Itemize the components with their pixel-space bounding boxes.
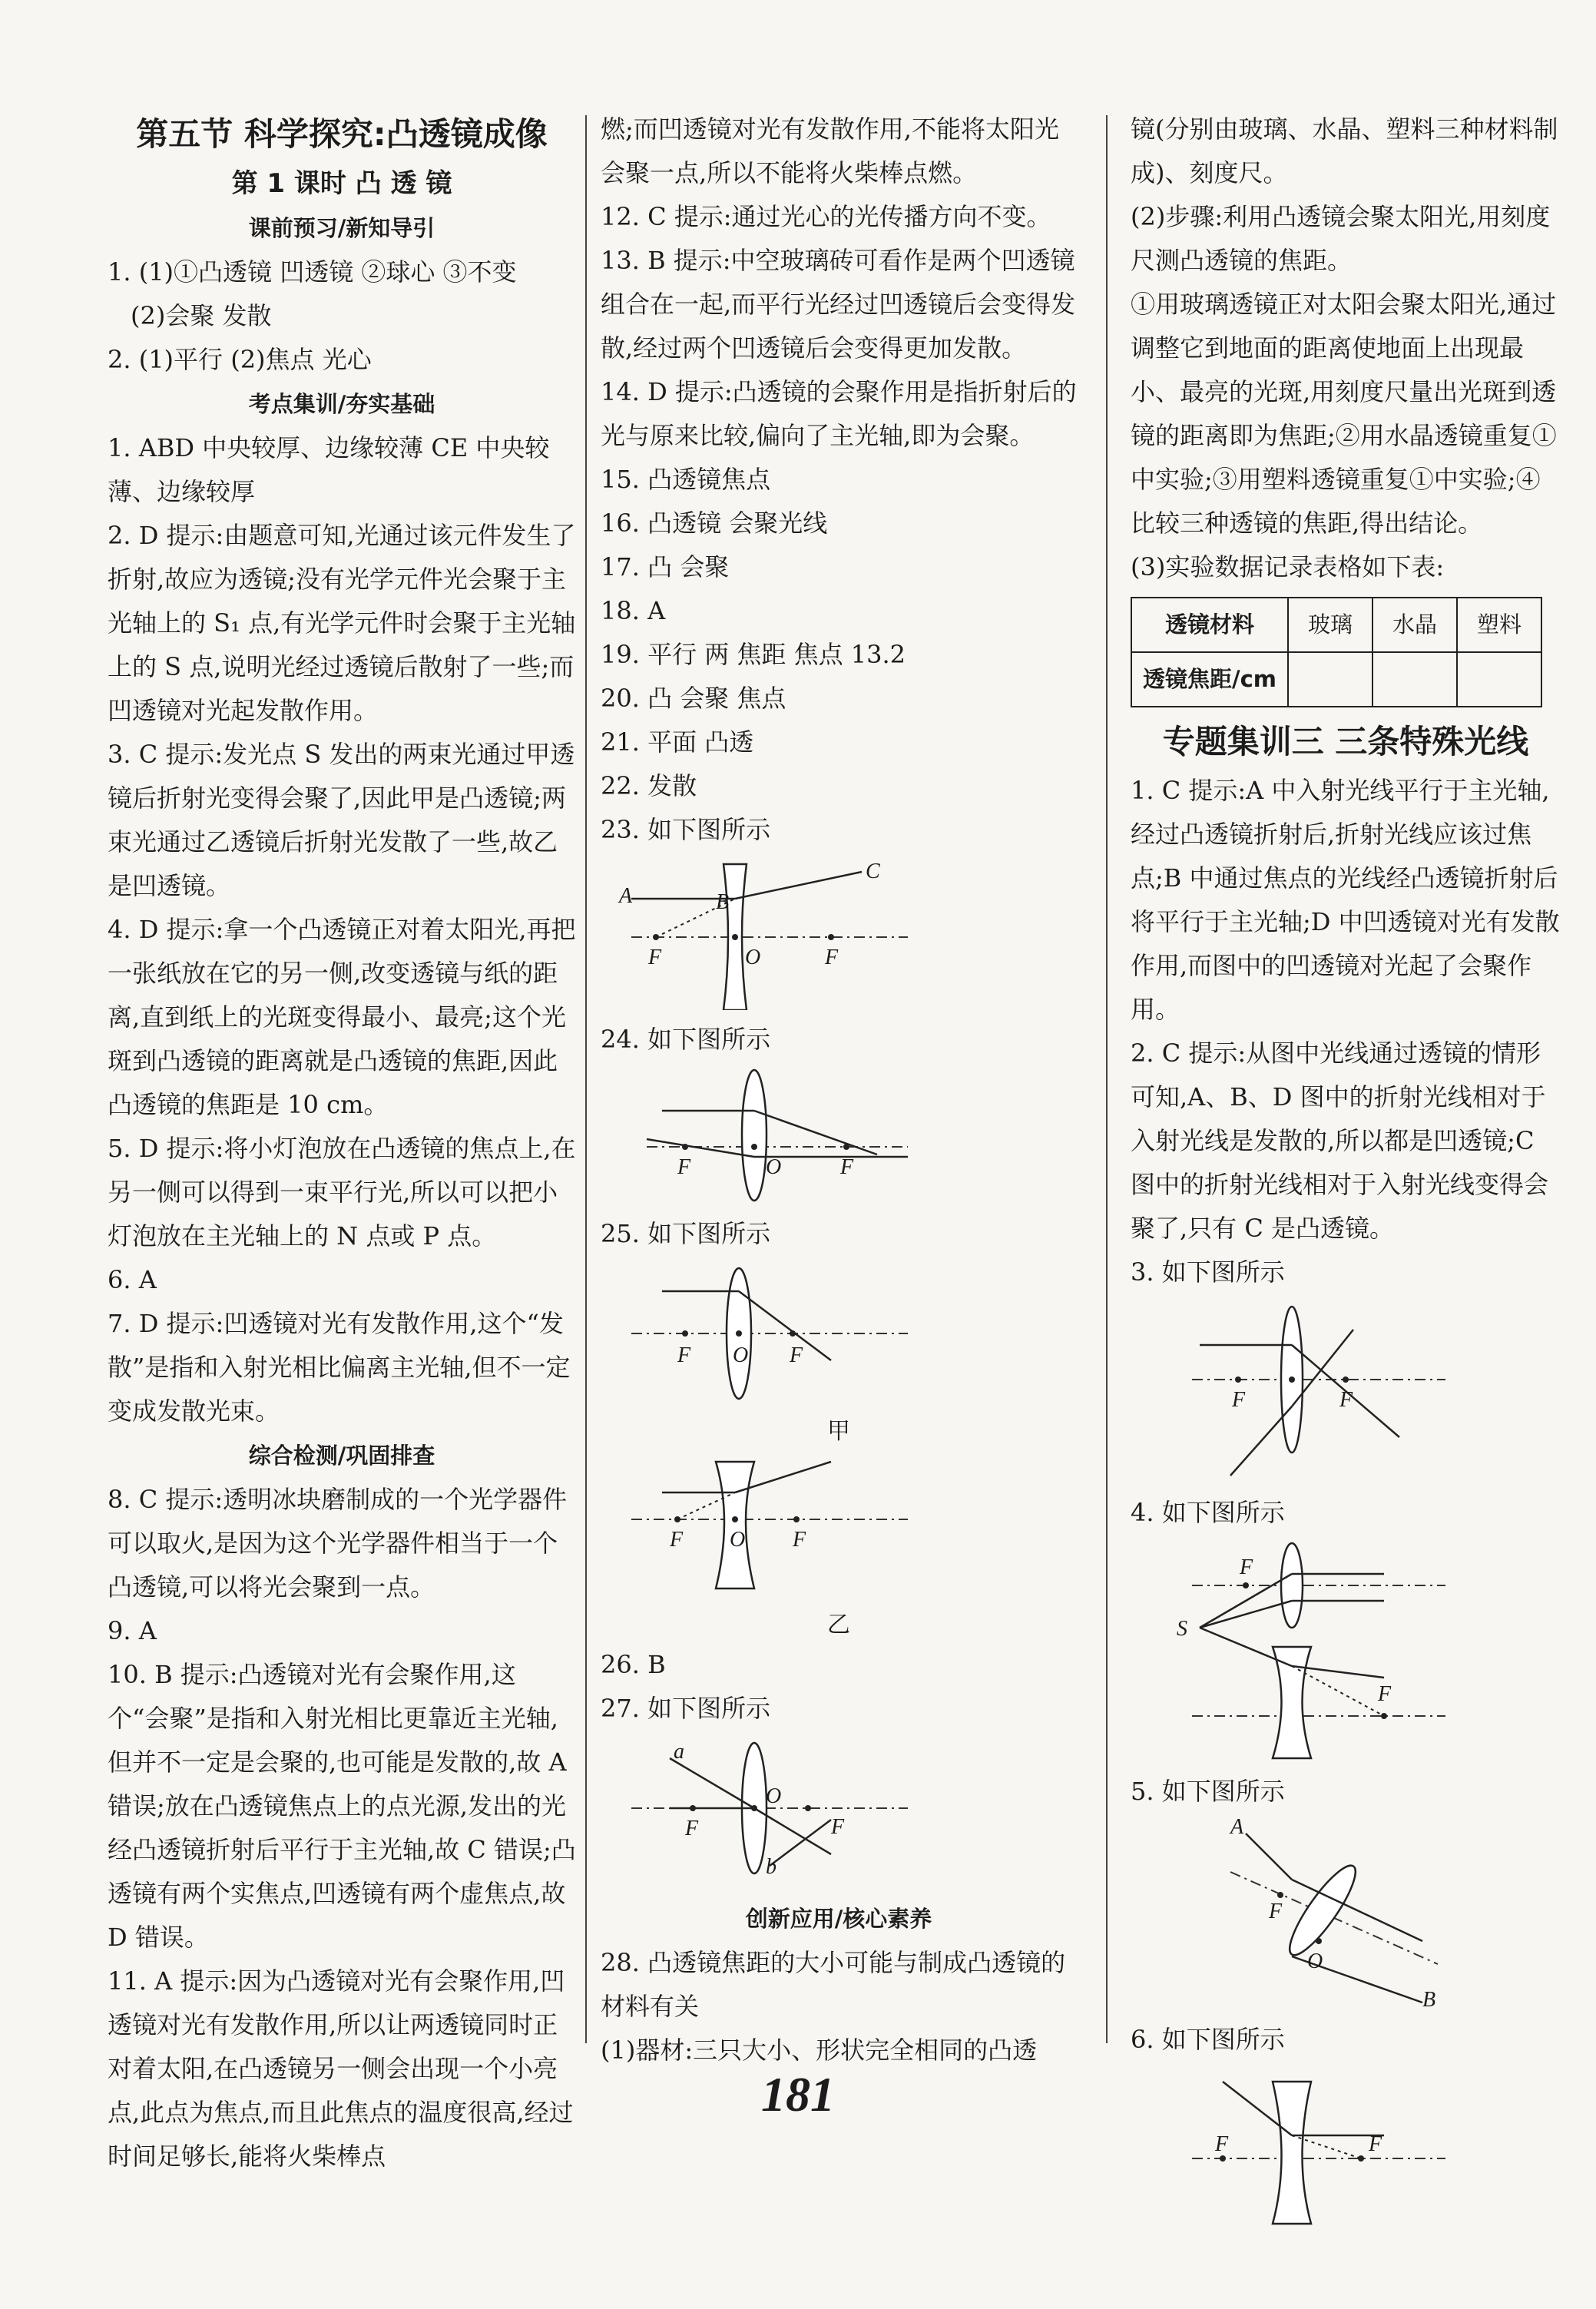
answer-1b: (2)会聚 发散 xyxy=(131,301,272,330)
column-divider-1 xyxy=(585,115,587,2043)
table-cell xyxy=(1457,652,1541,707)
label-F2: F xyxy=(1339,1388,1353,1412)
topic-answer-2: 2. C 提示:从图中光线通过透镜的情形可知,A、B、D 图中的折射光线相对于入射光线是发散的,所以都是凹透镜;C 图中的折射光线相对于入射光线变得会聚了,只有 C 是凸透镜。 xyxy=(1131,1039,1549,1243)
subsection-review: 综合检测/巩固排查 xyxy=(248,1443,435,1469)
answer-11-cont: 燃;而凹透镜对光有发散作用,不能将太阳光会聚一点,所以不能将火柴棒点燃。 xyxy=(601,114,1059,187)
label-A: A xyxy=(1230,1818,1244,1839)
label-O: O xyxy=(730,1528,746,1552)
answer-3: 3. C 提示:发光点 S 发出的两束光通过甲透镜后折射光变得会聚了,因此甲是凸透镜;两束光通过乙透镜后折射光发散了一些,故乙是凹透镜。 xyxy=(108,740,575,900)
label-F2: F xyxy=(790,1343,803,1367)
section-title: 第五节 科学探究:凸透镜成像 xyxy=(136,115,548,153)
answer-16: 16. 凸透镜 会聚光线 xyxy=(601,509,828,538)
answer-9: 9. A xyxy=(108,1616,157,1645)
special-topic-title: 专题集训三 三条特殊光线 xyxy=(1162,723,1529,760)
answer-26: 26. B xyxy=(601,1650,666,1679)
table-cell: 透镜材料 xyxy=(1131,598,1288,652)
answer-21: 21. 平面 凸透 xyxy=(601,727,754,757)
answer-28-step: (2)步骤:利用凸透镜会聚太阳光,用刻度尺测凸透镜的焦距。 xyxy=(1131,202,1551,275)
answer-28-table-intro: (3)实验数据记录表格如下表: xyxy=(1131,552,1445,581)
answer-28-cont: 镜(分别由玻璃、水晶、塑料三种材料制成)、刻度尺。 xyxy=(1131,114,1558,187)
table-cell: 玻璃 xyxy=(1288,598,1372,652)
answer-24: 24. 如下图所示 xyxy=(601,1025,771,1054)
table-cell: 水晶 xyxy=(1372,598,1457,652)
table-cell: 塑料 xyxy=(1457,598,1541,652)
diagram-25-jia xyxy=(601,1261,923,1406)
label-B: B xyxy=(1422,1988,1436,2010)
subsection-basics: 考点集训/夯实基础 xyxy=(248,391,435,417)
column-2 xyxy=(601,108,1077,2072)
lesson-title: 第 1 课时 凸 透 镜 xyxy=(231,168,452,199)
column-divider-2 xyxy=(1106,115,1108,2043)
label-F1: F xyxy=(670,1528,684,1552)
column-3 xyxy=(1131,108,1561,2235)
label-b: b xyxy=(766,1855,776,1879)
diagram-27 xyxy=(601,1735,923,1889)
answer-27: 27. 如下图所示 xyxy=(601,1694,771,1723)
caption-yi: 乙 xyxy=(827,1612,850,1638)
answer-4: 4. D 提示:拿一个凸透镜正对着太阳光,再把一张纸放在它的另一侧,改变透镜与纸的距离,直到纸上的光斑变得最小、最亮;这个光斑到凸透镜的距离就是凸透镜的焦距,因此凸透镜的焦距是 10 cm。 xyxy=(108,915,576,1119)
label-F1: F xyxy=(1232,1388,1246,1412)
answer-10: 10. B 提示:凸透镜对光有会聚作用,这个“会聚”是指和入射光相比更靠近主光轴,但并不一定是会聚的,也可能是发散的,故 A 错误;放在凸透镜焦点上的点光源,发出的光经凸透镜折射后平行于主光轴,故 C 错误;凸透镜有两个实焦点,凹透镜有两个虚焦点,故D 错误。 xyxy=(108,1660,576,1952)
answer-2: 2. (1)平行 (2)焦点 光心 xyxy=(108,345,372,374)
answer-20: 20. 凸 会聚 焦点 xyxy=(601,684,786,713)
label-F1: F xyxy=(1240,1555,1253,1579)
answer-7: 7. D 提示:凹透镜对光有发散作用,这个“发散”是指和入射光相比偏离主光轴,但不一定变成发散光束。 xyxy=(108,1309,571,1426)
data-table xyxy=(1131,597,1542,707)
column-1 xyxy=(108,108,576,2178)
topic-answer-6: 6. 如下图所示 xyxy=(1131,2025,1285,2054)
diagram-b5 xyxy=(1131,1818,1453,2010)
table-cell: 透镜焦距/cm xyxy=(1131,652,1288,707)
answer-15: 15. 凸透镜焦点 xyxy=(601,465,771,494)
diagram-25-yi xyxy=(601,1454,923,1600)
label-F1: F xyxy=(677,1155,691,1179)
label-O: O xyxy=(745,946,761,969)
answer-1a: 1. (1)①凸透镜 凹透镜 ②球心 ③不变 xyxy=(108,257,517,287)
answer-28-materials: (1)器材:三只大小、形状完全相同的凸透 xyxy=(601,2036,1038,2065)
answer-12: 12. C 提示:通过光心的光传播方向不变。 xyxy=(601,202,1051,231)
label-S: S xyxy=(1177,1617,1187,1641)
label-F1: F xyxy=(1215,2132,1229,2156)
label-O: O xyxy=(1307,1950,1323,1973)
label-F2: F xyxy=(793,1528,806,1552)
label-F1: F xyxy=(685,1817,699,1840)
diagram-23 xyxy=(601,856,923,1010)
answer-25: 25. 如下图所示 xyxy=(601,1219,771,1248)
answer-8: 8. C 提示:透明冰块磨制成的一个光学器件可以取火,是因为这个光学器件相当于一个凸透镜,可以将光会聚到一点。 xyxy=(108,1485,568,1602)
subsection-innovation: 创新应用/核心素养 xyxy=(745,1906,932,1932)
answer-11: 11. A 提示:因为凸透镜对光有会聚作用,凹透镜对光有发散作用,所以让两透镜同时正对着太阳,在凸透镜另一侧会出现一个小亮点,此点为焦点,而且此焦点的温度很高,经过时间足够长,能将火柴棒点 xyxy=(108,1966,574,2171)
label-A: A xyxy=(619,884,633,908)
subsection-preview: 课前预习/新知导引 xyxy=(248,215,435,241)
answer-1: 1. ABD 中央较厚、边缘较薄 CE 中央较薄、边缘较厚 xyxy=(108,433,550,506)
diagram-b3 xyxy=(1131,1299,1453,1483)
topic-answer-4: 4. 如下图所示 xyxy=(1131,1498,1285,1527)
answer-17: 17. 凸 会聚 xyxy=(601,552,730,581)
answer-23: 23. 如下图所示 xyxy=(601,815,771,844)
answer-19: 19. 平行 两 焦距 焦点 13.2 xyxy=(601,640,906,669)
label-F2: F xyxy=(840,1155,854,1179)
table-row xyxy=(1131,598,1541,652)
label-F1: F xyxy=(648,946,662,969)
table-row xyxy=(1131,652,1541,707)
topic-answer-3: 3. 如下图所示 xyxy=(1131,1257,1285,1287)
answer-5: 5. D 提示:将小灯泡放在凸透镜的焦点上,在另一侧可以得到一束平行光,所以可以把小灯泡放在主光轴上的 N 点或 P 点。 xyxy=(108,1134,576,1251)
label-F2: F xyxy=(831,1815,845,1839)
label-F1: F xyxy=(677,1343,691,1367)
label-O: O xyxy=(733,1343,749,1367)
label-F2: F xyxy=(1369,2132,1382,2156)
topic-answer-5: 5. 如下图所示 xyxy=(1131,1777,1285,1806)
table-cell xyxy=(1288,652,1372,707)
answer-2: 2. D 提示:由题意可知,光通过该元件发生了折射,故应为透镜;没有光学元件光会聚于主光轴上的 S₁ 点,有光学元件时会聚于主光轴上的 S 点,说明光经过透镜后散射了一些;而凹透镜对光起发散作用。 xyxy=(108,521,576,725)
table-cell xyxy=(1372,652,1457,707)
label-O: O xyxy=(766,1155,782,1179)
label-C: C xyxy=(866,860,880,883)
answer-6: 6. A xyxy=(108,1265,157,1294)
caption-jia: 甲 xyxy=(827,1418,850,1445)
topic-answer-1: 1. C 提示:A 中入射光线平行于主光轴,经过凸透镜折射后,折射光线应该过焦点;B 中通过焦点的光线经凸透镜折射后将平行于主光轴;D 中凹透镜对光有发散作用,而图中的凹透镜对光起了会聚作用。 xyxy=(1131,776,1560,1024)
label-O: O xyxy=(766,1784,782,1808)
diagram-b4 xyxy=(1131,1539,1453,1762)
label-F2: F xyxy=(1378,1682,1392,1706)
label-a: a xyxy=(674,1740,684,1764)
answer-18: 18. A xyxy=(601,596,666,625)
answer-14: 14. D 提示:凸透镜的会聚作用是指折射后的光与原来比较,偏向了主光轴,即为会聚。 xyxy=(601,377,1077,450)
answer-22: 22. 发散 xyxy=(601,771,697,800)
label-F2: F xyxy=(825,946,839,969)
answer-13: 13. B 提示:中空玻璃砖可看作是两个凹透镜组合在一起,而平行光经过凹透镜后会变得发散,经过两个凹透镜后会变得更加发散。 xyxy=(601,246,1076,363)
diagram-24 xyxy=(601,1066,923,1204)
answer-28: 28. 凸透镜焦距的大小可能与制成凸透镜的材料有关 xyxy=(601,1948,1066,2021)
label-F: F xyxy=(1269,1900,1283,1923)
answer-28-steps: ①用玻璃透镜正对太阳会聚太阳光,通过调整它到地面的距离使地面上出现最小、最亮的光斑,用刻度尺量出光斑到透镜的距离即为焦距;②用水晶透镜重复①中实验;③用塑料透镜重复①中实验;④比较三种透镜的焦距,得出结论。 xyxy=(1131,290,1557,538)
page-number: 181 xyxy=(761,2067,835,2122)
label-B: B xyxy=(716,890,730,914)
